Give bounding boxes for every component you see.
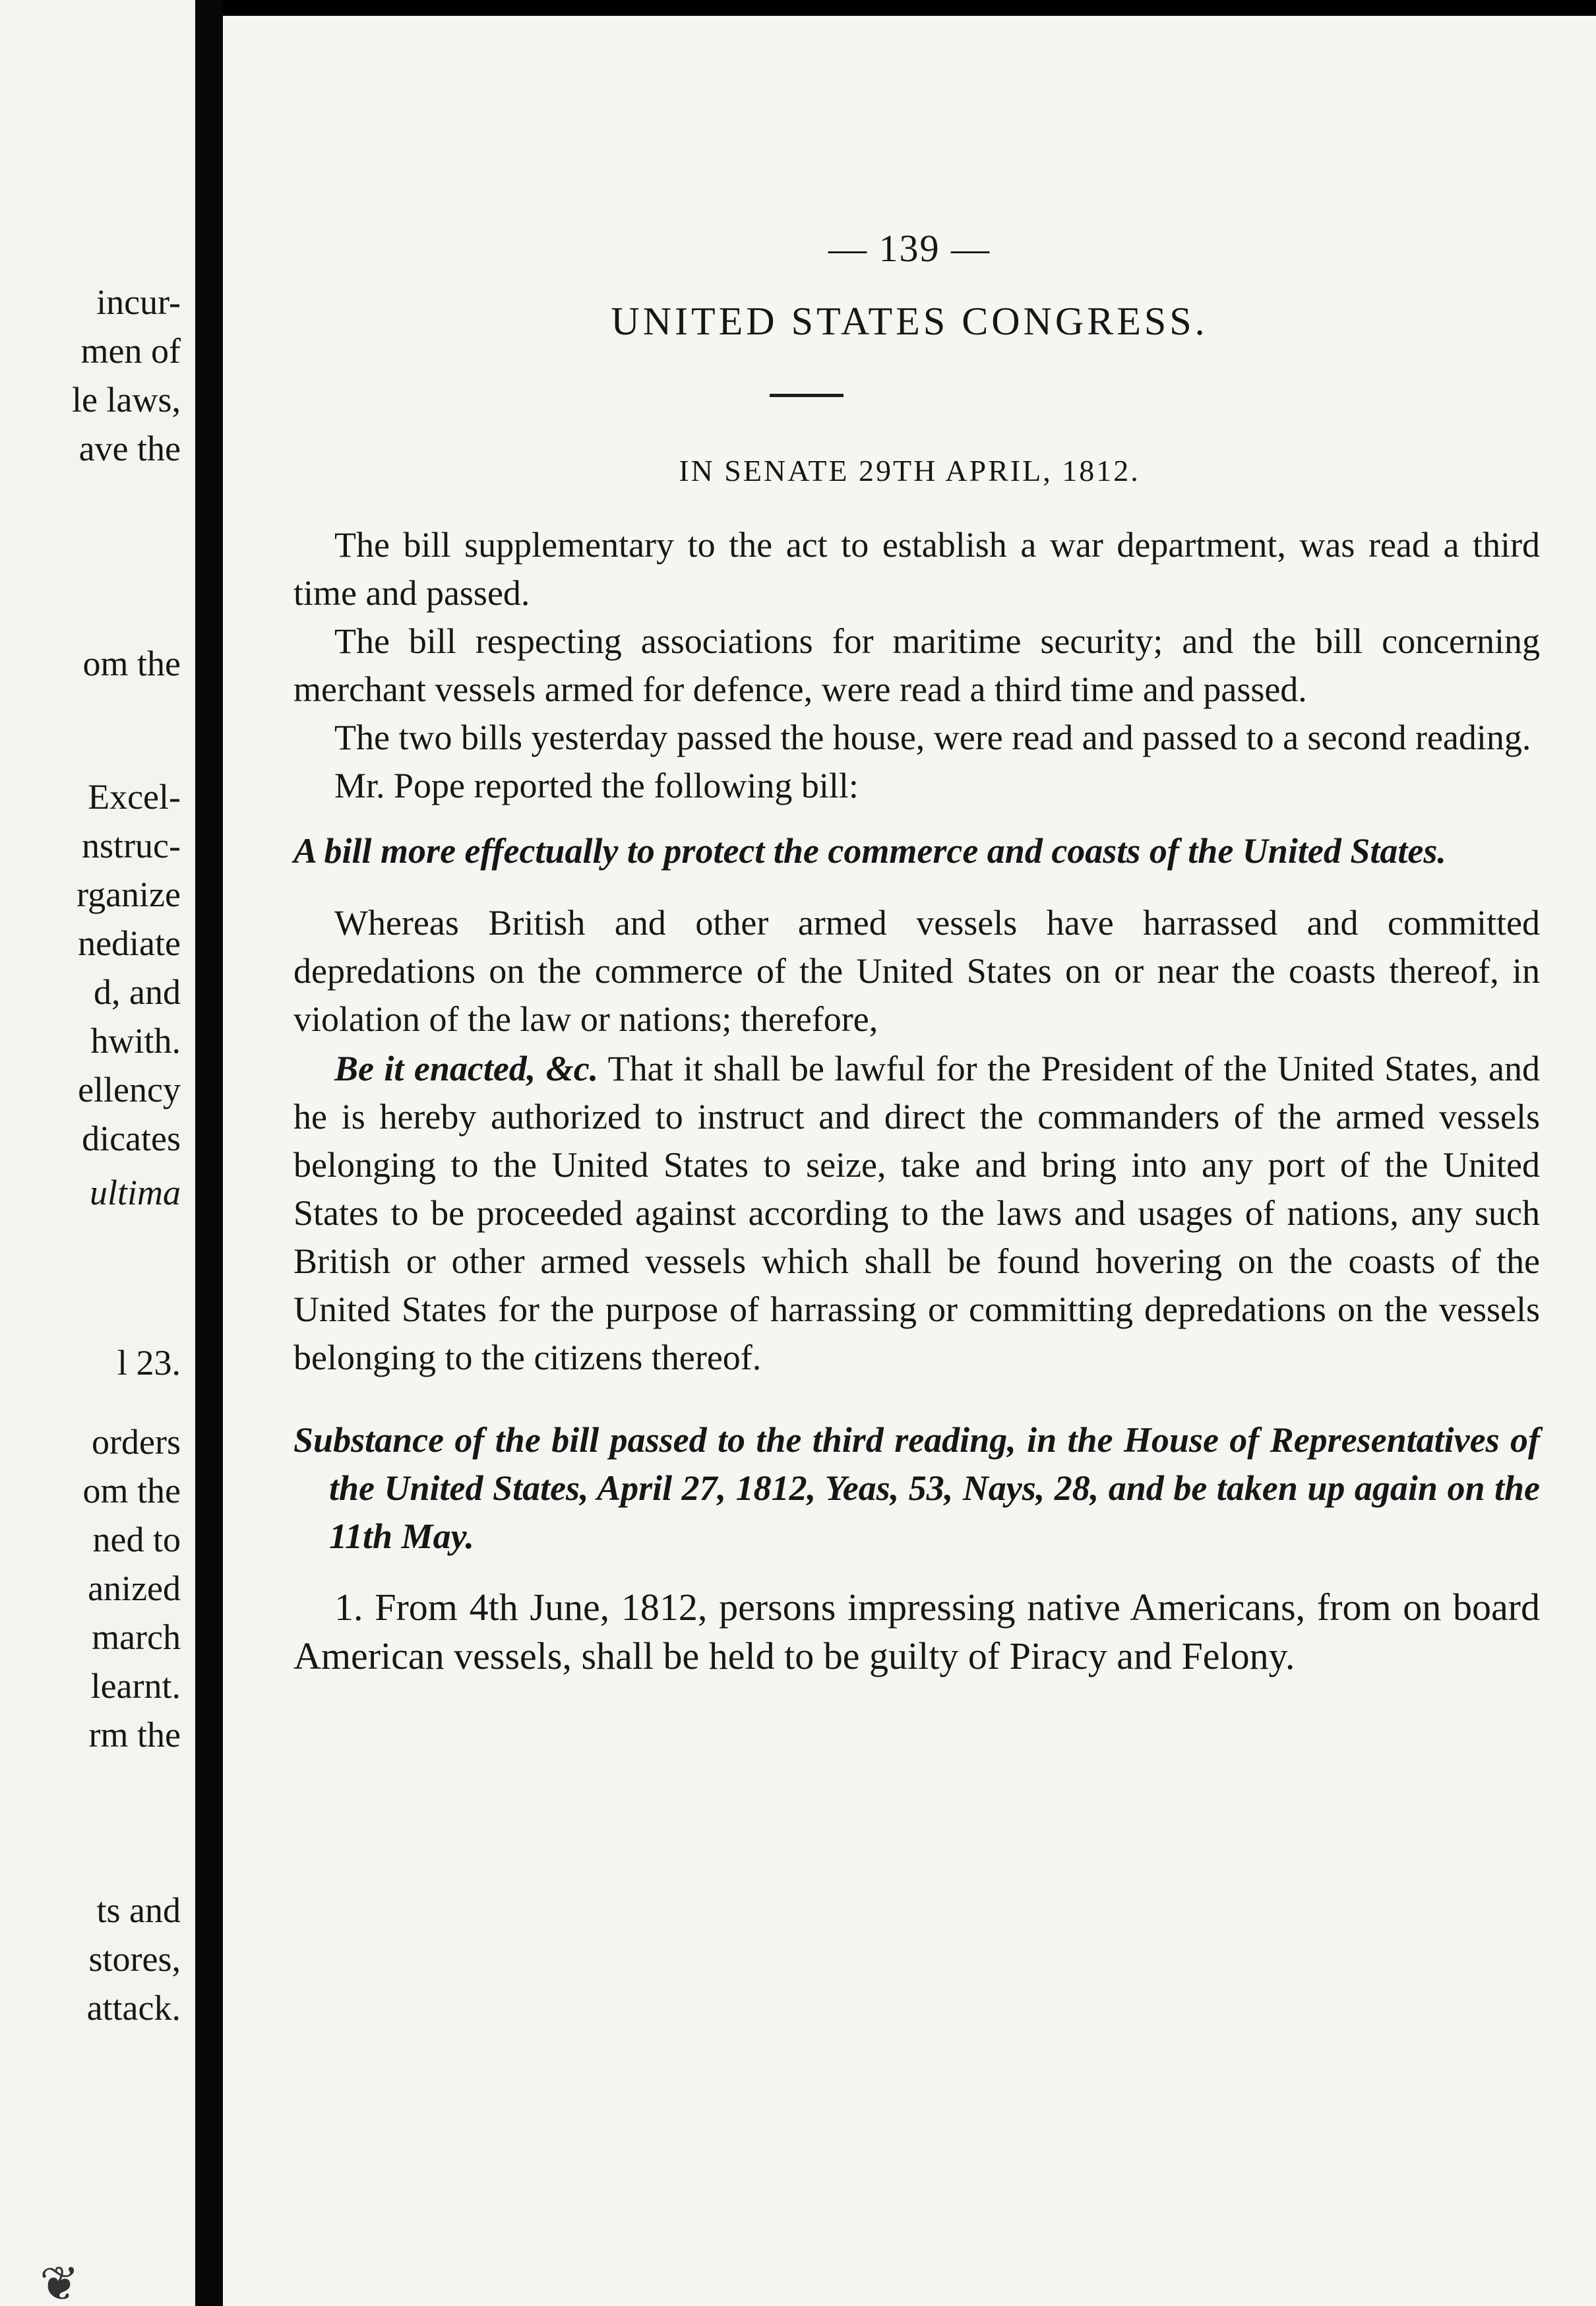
left-page-line: hwith. xyxy=(90,1021,181,1061)
page-number: — 139 — xyxy=(828,227,991,270)
left-page-line: l 23. xyxy=(117,1343,181,1383)
previous-page-fragment xyxy=(0,0,195,2306)
book-gutter xyxy=(195,0,223,2306)
left-page-line: ultima xyxy=(89,1173,181,1212)
left-page-line: rm the xyxy=(88,1715,181,1755)
left-page-line: stores, xyxy=(88,1939,181,1979)
page-title: UNITED STATES CONGRESS. xyxy=(611,299,1208,343)
enacting-clause: Be it enacted, &c. xyxy=(334,1049,599,1088)
bill-title-line-1: A bill more effectually to protect the commerce and coasts of the xyxy=(293,831,1234,871)
left-page-line: om the xyxy=(82,644,181,683)
paragraph-enacted xyxy=(293,1045,1540,1382)
left-page-line: nediate xyxy=(78,923,181,963)
left-page-line: om the xyxy=(82,1471,181,1511)
dateline: IN SENATE 29TH APRIL, 1812. xyxy=(679,454,1140,487)
paragraph-whereas: Whereas British and other armed vessels have harrassed and committed depredations on the commerce of the United States on or near the coasts thereof, in violation of the law or nations; therefore, xyxy=(293,903,1540,1039)
left-page-line: rganize xyxy=(77,875,181,914)
left-page-line: dicates xyxy=(82,1119,181,1158)
enacted-text: That it shall be lawful for the President of the United States, and he is hereby authorized to instruct and direct the commanders of the armed vessels belonging to the United States to seize, take and bring into any port of the United States to be proceeded against according to the laws and usages of nations, any such British or other armed vessels which shall be found hovering on the coasts of the United States for the purpose of harrassing or committing depredations on the vessels belonging to the citizens thereof. xyxy=(293,1049,1540,1377)
list-item: 1. From 4th June, 1812, persons impressing native Americans, from on board American vessels, shall be held to be guilty of Piracy and Felony. xyxy=(293,1586,1540,1677)
left-page-line: ave the xyxy=(78,429,181,468)
left-page-line: incur- xyxy=(96,282,181,322)
left-page-line: men of xyxy=(80,331,181,371)
left-page-line: attack. xyxy=(86,1988,181,2028)
left-page-line: ts and xyxy=(96,1890,181,1930)
left-page-line: d, and xyxy=(94,972,181,1012)
paragraph-maritime-security: The bill respecting associations for maritime security; and the bill concerning merchant vessels armed for defence, were read a third time and passed. xyxy=(293,621,1540,709)
paragraph-war-department: The bill supplementary to the act to establish a war department, was read a third time and passed. xyxy=(293,525,1540,613)
paragraph-mr-pope: Mr. Pope reported the following bill: xyxy=(334,766,859,805)
paragraph-two-bills: The two bills yesterday passed the house, were read and passed to a second reading. xyxy=(334,718,1531,757)
left-page-line: Excel- xyxy=(88,777,181,817)
left-page-line: march xyxy=(92,1617,181,1657)
left-page-line: nstruc- xyxy=(82,826,181,865)
ornament-icon: ❦ xyxy=(40,2258,80,2306)
left-page-line: ned to xyxy=(92,1520,181,1559)
left-page-line: le laws, xyxy=(72,380,181,420)
page xyxy=(223,16,1596,2306)
substance-heading: Substance of the bill passed to the third reading, in the House of Representatives of the United States, April 27, 1812, Yeas, 53, Nays, 28, and be taken up again on the 11th May. xyxy=(293,1420,1540,1556)
bill-title xyxy=(293,827,1540,875)
left-page-line: orders xyxy=(92,1422,181,1462)
body-text xyxy=(293,521,1540,1681)
left-page-line: learnt. xyxy=(90,1666,181,1706)
title-rule xyxy=(770,394,844,397)
bill-title-line-2: United States. xyxy=(1242,831,1446,871)
left-page-line: anized xyxy=(88,1569,181,1608)
left-page-line: ellency xyxy=(78,1070,181,1109)
